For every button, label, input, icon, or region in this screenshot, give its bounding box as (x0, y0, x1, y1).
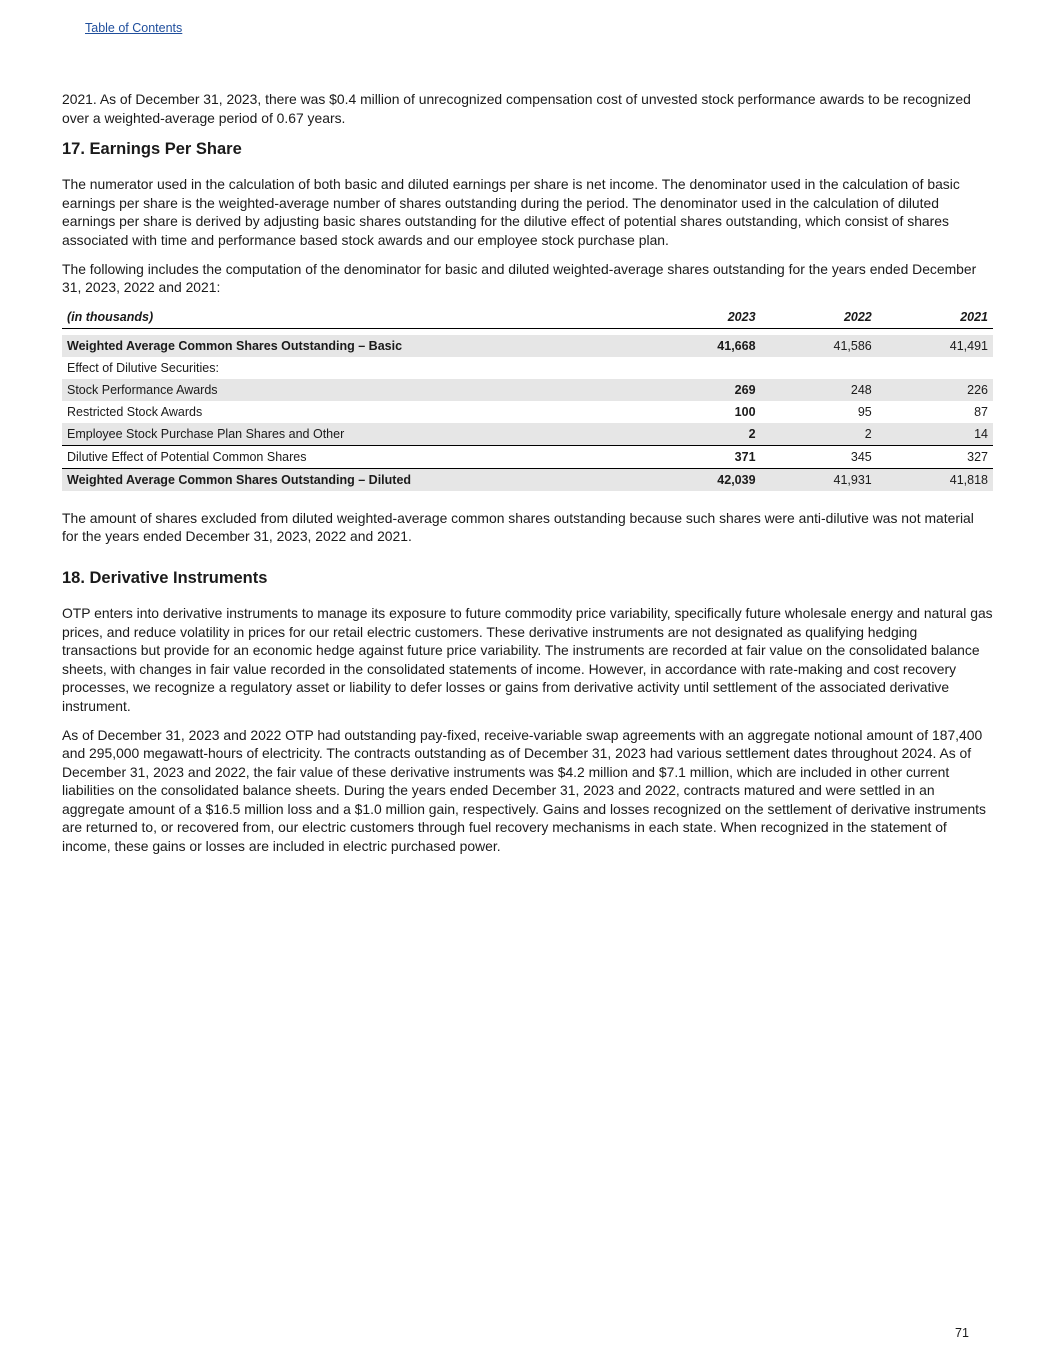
table-row (62, 335, 993, 357)
value-2021: 87 (974, 404, 988, 419)
value-2022: 41,586 (761, 335, 877, 357)
year-header-2021: 2021 (877, 307, 993, 329)
value-2021: 327 (877, 445, 993, 468)
eps-paragraph-3: The amount of shares excluded from diluted weighted-average common shares outstanding because such shares were anti-dilutive was not material for the years ended December 31, 2023, 2022 and 2021. (62, 509, 974, 545)
section-17-title: 17. Earnings Per Share (62, 140, 242, 159)
table-row (62, 468, 993, 491)
row-label: Stock Performance Awards (62, 379, 644, 401)
derivative-paragraph-2: As of December 31, 2023 and 2022 OTP had outstanding pay-fixed, receive-variable swap agreements with an aggregate notional amount of 187,400 and 295,000 megawatt-hours of electricity. The contracts outstanding as of December 31, 2023 had various settlement dates throughout 2024. As of December 31, 2023 and 2022, the fair value of these derivative instruments was $4.2 million and $7.1 million, which are included in other current liabilities on the consolidated balance sheets. During the years ended December 31, 2023 and 2022, contracts matured and were settled in an aggregate amount of a $16.5 million loss and a $1.0 million gain, respectively. Gains and losses recognized on the settlement of derivative instruments are returned to, or recovered from, our electric customers through fuel recovery mechanisms in each state. When recognized in the statement of income, these gains or losses are included in electric purchased power. (62, 726, 986, 855)
row-label: Dilutive Effect of Potential Common Shares (62, 445, 644, 468)
intro-paragraph: 2021. As of December 31, 2023, there was $0.4 million of unrecognized compensation cost of unvested stock performance awards to be recognized over a weighted-average period of 0.67 years. (62, 91, 971, 126)
table-row (62, 357, 993, 379)
eps-paragraph-2: The following includes the computation of the denominator for basic and diluted weighted-average shares outstanding for the years ended December 31, 2023, 2022 and 2021: (62, 260, 977, 296)
value-2022: 2 (761, 423, 877, 446)
row-label: Weighted Average Common Shares Outstanding – Basic (62, 335, 644, 357)
row-label: Effect of Dilutive Securities: (67, 360, 219, 375)
table-row (62, 423, 993, 446)
year-header-2023: 2023 (644, 307, 760, 329)
eps-table (62, 307, 993, 491)
value-2023: 41,668 (644, 335, 760, 357)
row-label: Restricted Stock Awards (67, 404, 203, 419)
value-2023: 42,039 (644, 468, 760, 491)
section-18-title: 18. Derivative Instruments (62, 568, 268, 587)
table-header-row (62, 307, 993, 329)
table-row (62, 379, 993, 401)
row-label: Weighted Average Common Shares Outstanding – Diluted (62, 468, 644, 491)
value-2022: 41,931 (761, 468, 877, 491)
eps-paragraph-1: The numerator used in the calculation of both basic and diluted earnings per share is net income. The denominator used in the calculation of basic earnings per share is the weighted-average number of shares outstanding during the period. The denominator used in the calculation of diluted earnings per share is derived by adjusting basic shares outstanding for the dilutive effect of potential shares outstanding, which consist of shares associated with time and performance based stock awards and our employee stock purchase plan. (62, 176, 960, 248)
value-2023: 100 (734, 404, 756, 419)
value-2021: 14 (877, 423, 993, 446)
row-label: Employee Stock Purchase Plan Shares and Other (62, 423, 644, 446)
value-2021: 226 (877, 379, 993, 401)
table-row (62, 445, 993, 468)
value-2023: 269 (644, 379, 760, 401)
year-header-2022: 2022 (761, 307, 877, 329)
table-row (62, 401, 993, 423)
value-2022: 95 (857, 404, 872, 419)
value-2023: 2 (644, 423, 760, 446)
value-2022: 248 (761, 379, 877, 401)
value-2021: 41,491 (877, 335, 993, 357)
table-of-contents-link[interactable]: Table of Contents (85, 21, 183, 35)
derivative-paragraph-1: OTP enters into derivative instruments to manage its exposure to future commodity price variability, specifically future wholesale energy and natural gas prices, and reduce volatility in prices for our retail electric customers. These derivative instruments are not designated as qualifying hedging transactions but provide for an economic hedge against future price variability. The instruments are recorded at fair value on the consolidated balance sheets, with changes in fair value recorded in the consolidated statements of income. However, in accordance with rate-making and cost recovery processes, we recognize a regulatory asset or liability to defer losses or gains from derivative activity until settlement of the associated derivative instrument. (62, 604, 993, 714)
value-2023: 371 (644, 445, 760, 468)
page-number: 71 (955, 1326, 969, 1340)
value-2022: 345 (761, 445, 877, 468)
unit-label: (in thousands) (62, 307, 644, 329)
page-content (62, 90, 993, 866)
value-2021: 41,818 (877, 468, 993, 491)
